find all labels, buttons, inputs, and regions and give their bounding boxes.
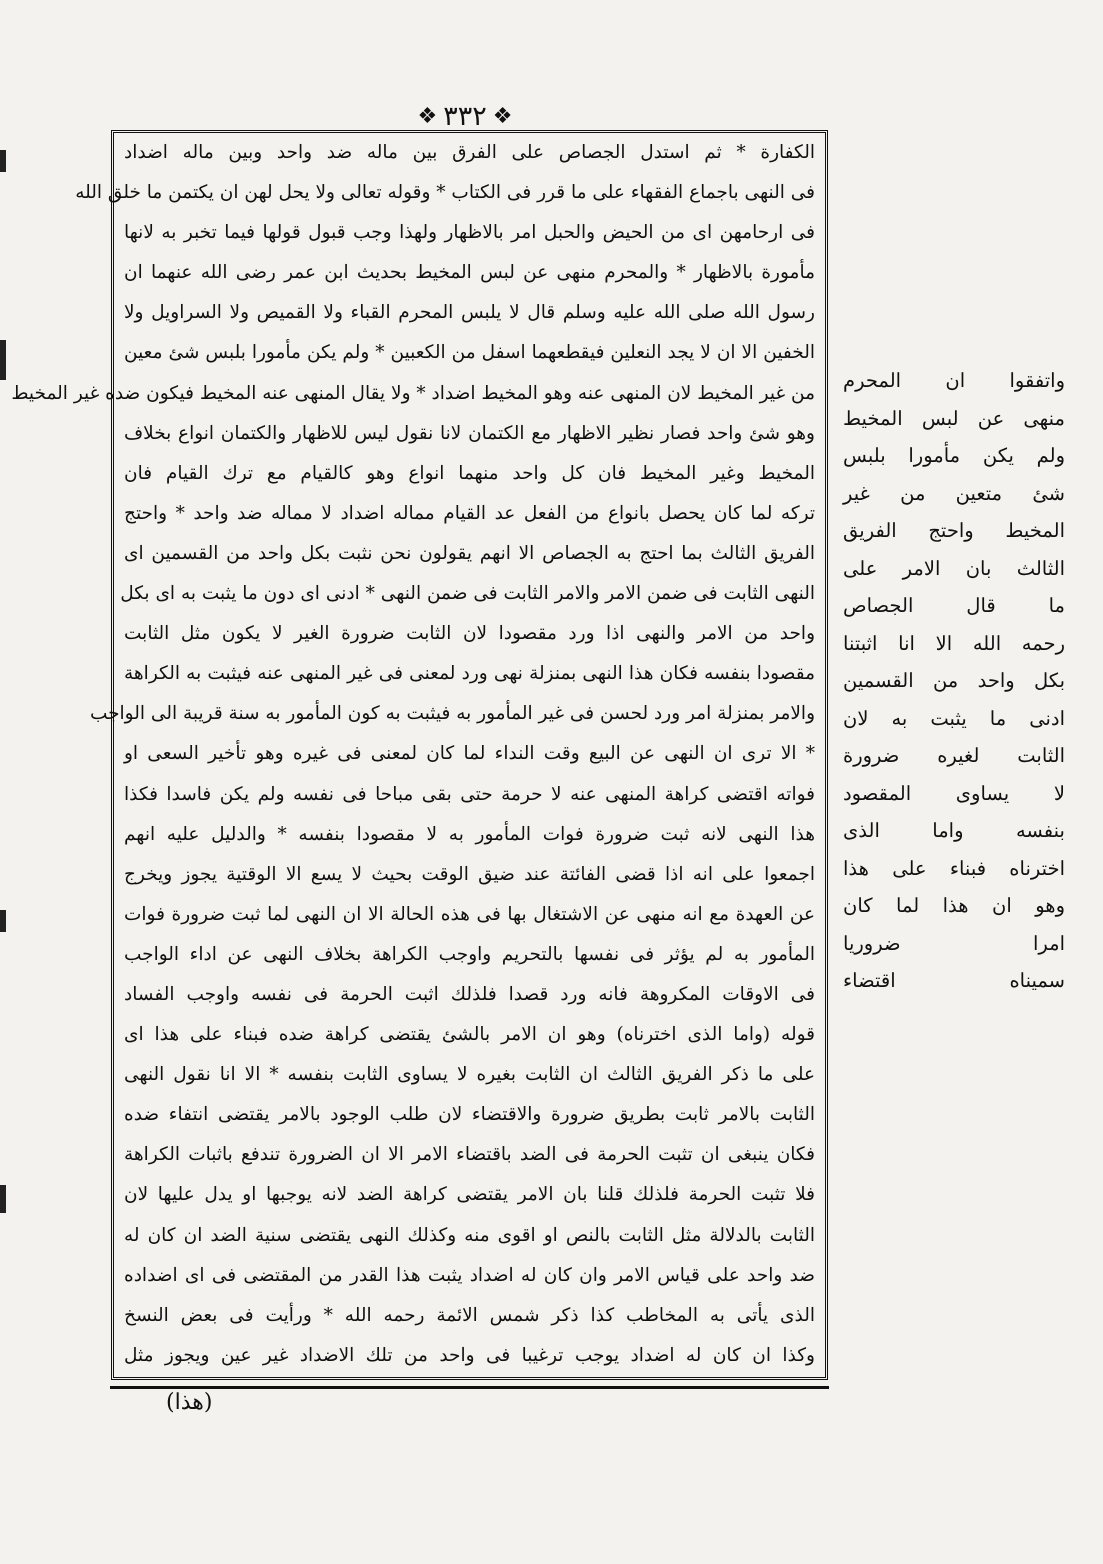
edge-mark [0, 340, 6, 380]
margin-line: سميناه اقتضاء [843, 969, 1065, 992]
text-line: اجمعوا على انه اذا قضى الفائتة عند ضيق الوقت بحيث لا يسع الا الوقتية يجوز ويخرج [124, 863, 815, 885]
text-line: تركه لما كان يحصل بانواع من الفعل عد القيام مماله اضداد لا مماله ضد واحد * واحتج [124, 502, 815, 524]
margin-line: لا يساوى المقصود [843, 781, 1065, 805]
ornament-icon: ❖ [492, 103, 513, 129]
margin-line: اخترناه فبناء على هذا [843, 856, 1065, 880]
text-line: المأمور به لم يؤثر فى نفسها بالتحريم واوجب الكراهة بخلاف النهى عن اداء الواجب [124, 943, 815, 965]
text-line: مأمورة بالاظهار * والمحرم منهى عن لبس المخيط بحديث ابن عمر رضى الله عنهما ان [124, 262, 815, 284]
text-line: وكذا ان كان له اضداد يوجب ترغيبا فى واحد من تلك الاضداد غير عين ويجوز مثل [124, 1344, 815, 1366]
text-line: واحد من الامر والنهى اذا ورد مقصودا لان الثابت ضرورة الغير لا يكون مثل الثابت [124, 623, 815, 645]
text-line: الكفارة * ثم استدل الجصاص على الفرق بين ماله ضد واحد وبين ماله اضداد [124, 142, 815, 163]
catchword: (هذا) [166, 1390, 213, 1415]
ornament-icon: ❖ [417, 103, 438, 129]
text-line: الخفين الا ان لا يجد النعلين فيقطعهما اسفل من الكعبين * ولم يكن مأمورا بلبس شئ معين [124, 342, 815, 364]
text-line: مقصودا بنفسه فكان هذا النهى بمنزلة نهى ورد لمعنى فى غير المنهى عنه فيثبت به الكراهة [124, 663, 815, 685]
text-line: فواته اقتضى كراهة المنهى عنه لا حرمة حتى بقى مباحا فى نفسه ولم يكن فاسدا فكذا [124, 783, 815, 805]
text-line: قوله (واما الذى اخترناه) وهو ان الامر بالشئ يقتضى كراهة ضده فبناء على هذا اى [124, 1024, 815, 1046]
margin-line: المخيط واحتج الفريق [843, 519, 1065, 542]
margin-line: شئ متعين من غير [843, 481, 1065, 505]
text-line: فلا تثبت الحرمة فلذلك قلنا بان الامر يقتضى كراهة الضد لانه يوجبها او يدل عليها لان [124, 1184, 815, 1206]
margin-line: ولم يكن مأمورا بلبس [843, 444, 1065, 467]
text-line: فكان ينبغى ان تثبت الحرمة فى الضد باقتضاء الامر الا ان الضرورة تندفع باثبات الكراهة [124, 1144, 815, 1166]
text-line: الثابت بالدلالة مثل الثابت بالنص او اقوى منه وكذلك النهى يقتضى سنية الضد ان كان له [124, 1224, 815, 1246]
text-line: والامر بمنزلة امر ورد لحسن فى غير المأمور به فيثبت به كون المأمور به سنة قريبة الى الواجب [89, 703, 815, 725]
margin-line: واتفقوا ان المحرم [843, 369, 1065, 392]
text-line: عن العهدة مع انه منهى عن الاشتغال بها فى هذه الحالة الا ان النهى لما ثبت ضرورة فوات [124, 903, 815, 925]
text-line: فى ارحامهن اى من الحيض والحبل امر بالاظهار ولهذا وجب قبول قولها فيما تخبر به لانها [124, 222, 815, 244]
margin-line: امرا ضروريا [843, 931, 1065, 955]
text-line: هذا النهى لانه ثبت ضرورة فوات المأمور به لا مقصودا بنفسه * والدليل عليه انهم [124, 823, 815, 845]
margin-line: الثالث بان الامر على [843, 556, 1065, 580]
text-line: * الا ترى ان النهى عن البيع وقت النداء لما كان لمعنى فى غيره وهو تأخير السعى او [124, 743, 815, 765]
text-line: من غير المخيط لان المنهى عنه وهو المخيط اضداد * ولا يقال المنهى عنه المخيط فيكون ضده غير المخيط [11, 382, 815, 404]
margin-line: بنفسه واما الذى [843, 819, 1065, 842]
margin-line: وهو ان هذا لما كان [843, 894, 1065, 917]
margin-commentary [843, 362, 1065, 1000]
text-line: فى الاوقات المكروهة فانه ورد قصدا فلذلك اثبت الحرمة فى نفسه واوجب الفساد [124, 983, 815, 1005]
text-line: النهى الثابت فى ضمن الامر والامر الثابت فى ضمن النهى * ادنى اى دون ما يثبت به اى بكل [120, 583, 815, 605]
main-text-frame [11, 130, 828, 1380]
edge-mark [0, 150, 6, 172]
margin-line: الثابت لغيره ضرورة [843, 744, 1065, 767]
margin-line: منهى عن لبس المخيط [843, 406, 1065, 430]
text-line: على ما ذكر الفريق الثالث ان الثابت بغيره لا يساوى الثابت بنفسه * الا انا نقول النهى [124, 1064, 815, 1086]
text-line: الثابت بالامر ثابت بطريق ضرورة والاقتضاء لان طلب الوجود بالامر يقتضى انتفاء ضده [124, 1104, 815, 1126]
main-text-block [11, 141, 815, 1369]
edge-mark [0, 1185, 6, 1213]
margin-line: ادنى ما يثبت به لان [843, 706, 1065, 730]
margin-line: بكل واحد من القسمين [843, 669, 1065, 692]
page-number-text: ٣٣٢ [443, 100, 487, 132]
text-line: الذى يأتى به المخاطب كذا ذكر شمس الائمة رحمه الله * ورأيت فى بعض النسخ [124, 1304, 815, 1326]
text-line: المخيط وغير المخيط فان كل واحد منهما انواع وهو كالقيام مع ترك القيام فان [124, 462, 815, 484]
edge-mark [0, 910, 6, 932]
text-line: الفريق الثالث بما احتج به الجصاص الا انهم يقولون نحن نثبت بكل واحد من القسمين اى [124, 542, 815, 564]
text-line: رسول الله صلى الله عليه وسلم قال لا يلبس المحرم القباء ولا القميص ولا السراويل ولا [124, 302, 815, 324]
text-line: وهو شئ واحد فصار نظير الاظهار مع الكتمان لانا نقول ليس للاظهار والكتمان انواع بخلاف [124, 422, 815, 444]
text-line: فى النهى باجماع الفقهاء على ما قرر فى الكتاب * وقوله تعالى ولا يحل لهن ان يكتمن ما خلق الله [75, 182, 815, 204]
text-line: ضد واحد على قياس الامر وان كان له اضداد يثبت هذا القدر من المقتضى فى اى اضداده [124, 1264, 815, 1286]
margin-line: ما قال الجصاص [843, 594, 1065, 617]
margin-line: رحمه الله الا انا اثبتنا [843, 631, 1065, 655]
